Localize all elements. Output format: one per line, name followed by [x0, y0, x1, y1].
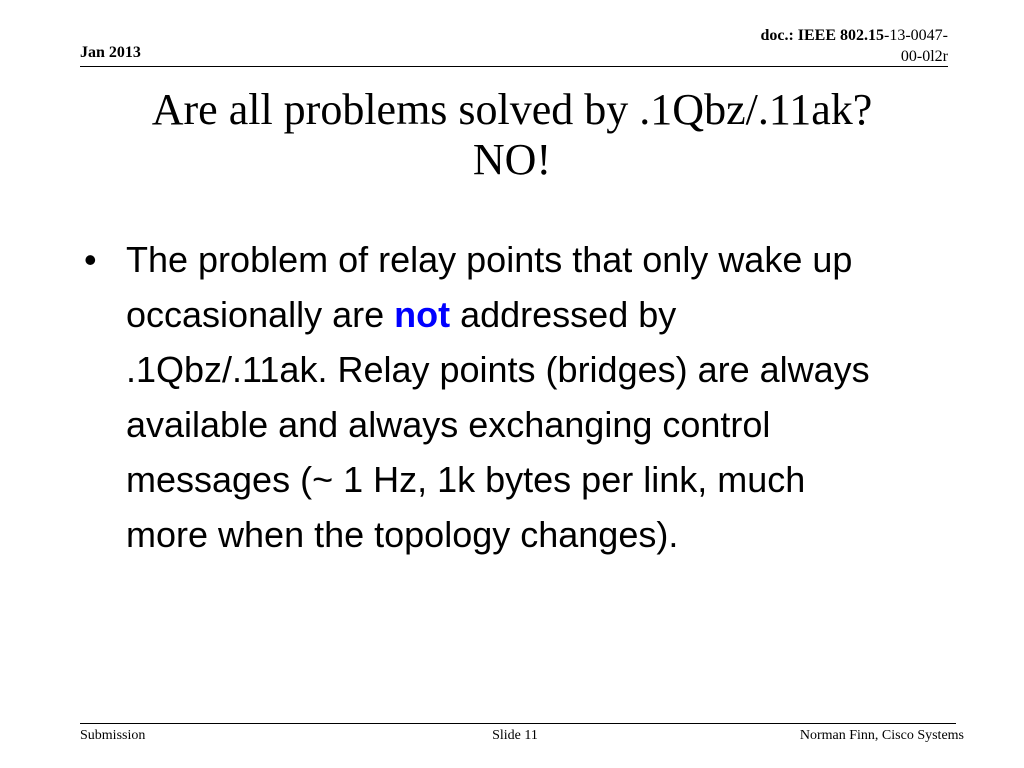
doc-id-line2: 00-0l2r [900, 48, 948, 65]
doc-id-suffix: -13-0047- [884, 27, 948, 44]
header-date: Jan 2013 [80, 44, 141, 61]
footer-submission: Submission [80, 728, 146, 743]
bullet-text [126, 232, 884, 562]
doc-id-prefix: doc.: IEEE 802.15 [760, 27, 885, 44]
bullet-marker: • [84, 239, 97, 280]
slide-title [60, 85, 964, 185]
bullet-item [84, 232, 884, 562]
footer-author: Norman Finn, Cisco Systems [799, 728, 964, 743]
footer-divider [80, 723, 956, 724]
bullet-text-after: addressed by .1Qbz/.11ak. Relay points (bridges) are always available and always exchanging control messages (~ 1 Hz, 1k bytes per link, much more when the topology changes). [126, 294, 870, 555]
bullet-text-before: The problem of relay points that only wake up occasionally are [126, 239, 853, 335]
slide-body [84, 232, 884, 562]
bullet-emphasis: not [394, 294, 451, 335]
title-line-1: Are all problems solved by .1Qbz/.11ak? [151, 85, 873, 134]
footer-slide-number: Slide 11 [492, 728, 538, 743]
header-doc-id [688, 25, 948, 67]
header-divider [80, 66, 948, 67]
title-line-2: NO! [472, 135, 552, 184]
